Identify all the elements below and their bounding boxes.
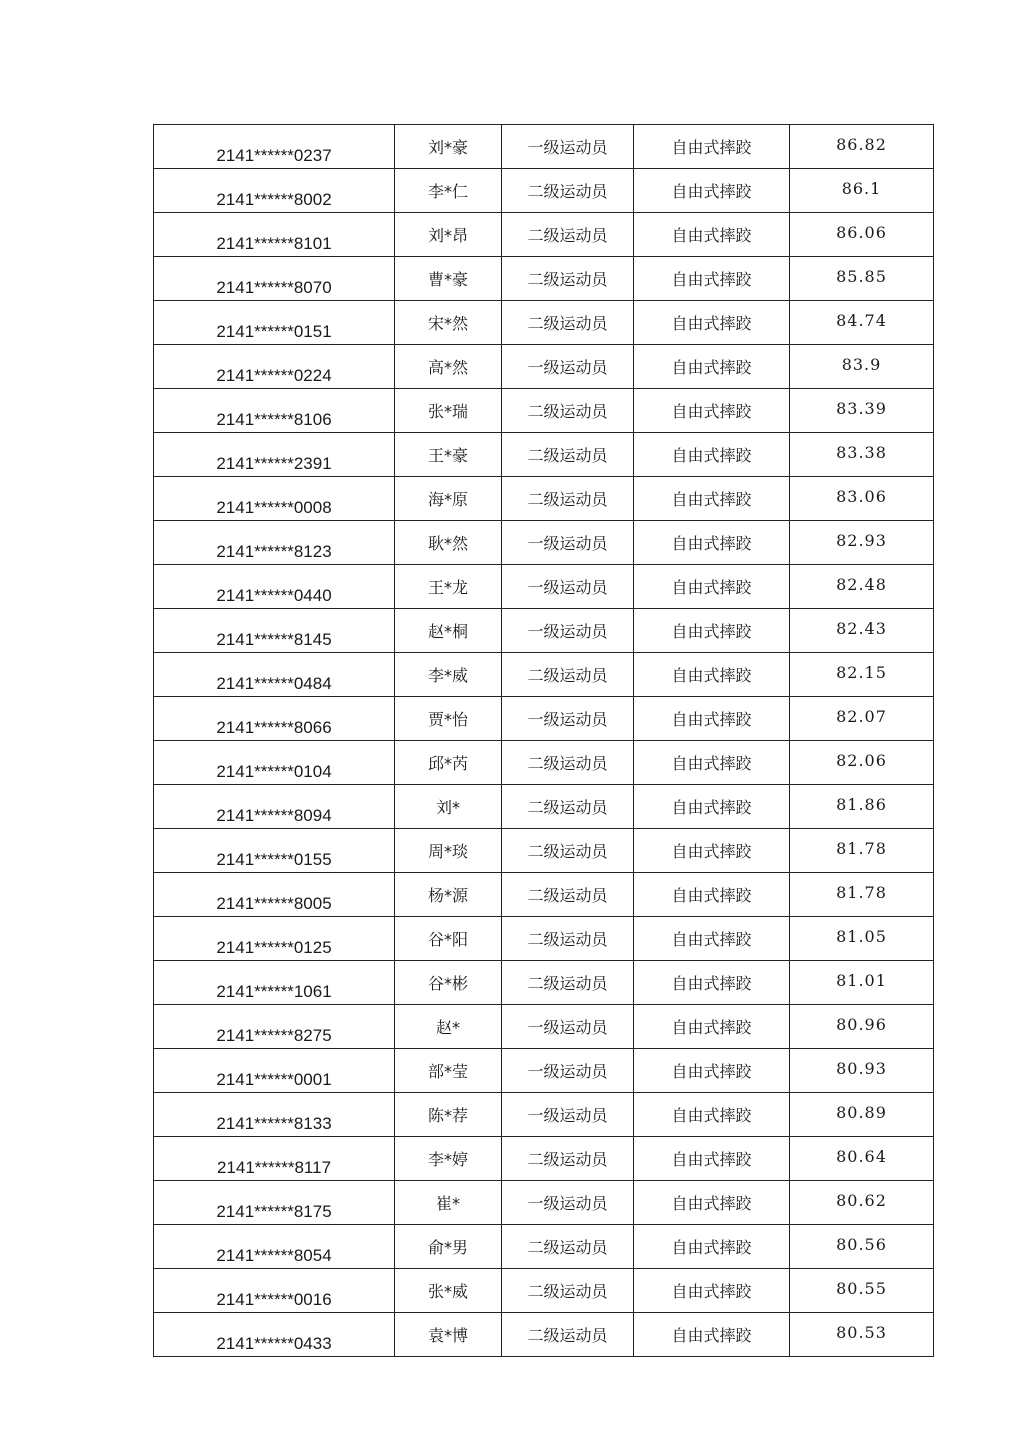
athlete-name-cell: 杨*源 <box>395 873 502 917</box>
athlete-level-cell: 一级运动员 <box>502 697 634 741</box>
registration-id-cell: 2141******0016 <box>154 1269 395 1313</box>
score-cell: 82.48 <box>790 565 934 609</box>
table-row <box>154 213 934 257</box>
event-cell: 自由式摔跤 <box>634 741 790 785</box>
event-cell: 自由式摔跤 <box>634 697 790 741</box>
athlete-level-cell: 一级运动员 <box>502 565 634 609</box>
score-cell: 83.38 <box>790 433 934 477</box>
score-cell: 83.06 <box>790 477 934 521</box>
table-row <box>154 1269 934 1313</box>
table-row <box>154 433 934 477</box>
registration-id-cell: 2141******8002 <box>154 169 395 213</box>
event-cell: 自由式摔跤 <box>634 565 790 609</box>
event-cell: 自由式摔跤 <box>634 301 790 345</box>
athlete-name-cell: 部*莹 <box>395 1049 502 1093</box>
athlete-level-cell: 二级运动员 <box>502 169 634 213</box>
score-cell: 80.53 <box>790 1313 934 1357</box>
table-row <box>154 829 934 873</box>
athlete-name-cell: 谷*彬 <box>395 961 502 1005</box>
athlete-level-cell: 二级运动员 <box>502 257 634 301</box>
athlete-name-cell: 宋*然 <box>395 301 502 345</box>
score-cell: 80.62 <box>790 1181 934 1225</box>
athlete-level-cell: 二级运动员 <box>502 1269 634 1313</box>
athlete-level-cell: 二级运动员 <box>502 389 634 433</box>
athlete-level-cell: 二级运动员 <box>502 477 634 521</box>
athlete-name-cell: 李*仁 <box>395 169 502 213</box>
score-cell: 86.1 <box>790 169 934 213</box>
athlete-name-cell: 张*瑞 <box>395 389 502 433</box>
registration-id-cell: 2141******0001 <box>154 1049 395 1093</box>
score-cell: 84.74 <box>790 301 934 345</box>
table-row <box>154 1093 934 1137</box>
registration-id-cell: 2141******8175 <box>154 1181 395 1225</box>
table-row <box>154 1181 934 1225</box>
athlete-name-cell: 李*威 <box>395 653 502 697</box>
athlete-name-cell: 刘*豪 <box>395 125 502 169</box>
athlete-level-cell: 二级运动员 <box>502 433 634 477</box>
event-cell: 自由式摔跤 <box>634 389 790 433</box>
event-cell: 自由式摔跤 <box>634 1269 790 1313</box>
table-row <box>154 697 934 741</box>
score-cell: 86.82 <box>790 125 934 169</box>
table-row <box>154 961 934 1005</box>
athlete-name-cell: 高*然 <box>395 345 502 389</box>
table-row <box>154 1225 934 1269</box>
athlete-name-cell: 周*琰 <box>395 829 502 873</box>
table-row <box>154 521 934 565</box>
registration-id-cell: 2141******0484 <box>154 653 395 697</box>
table-row <box>154 653 934 697</box>
registration-id-cell: 2141******8070 <box>154 257 395 301</box>
athlete-level-cell: 二级运动员 <box>502 741 634 785</box>
registration-id-cell: 2141******8066 <box>154 697 395 741</box>
athlete-level-cell: 一级运动员 <box>502 521 634 565</box>
table-row <box>154 257 934 301</box>
table-row <box>154 389 934 433</box>
athlete-level-cell: 二级运动员 <box>502 785 634 829</box>
registration-id-cell: 2141******8054 <box>154 1225 395 1269</box>
registration-id-cell: 2141******8275 <box>154 1005 395 1049</box>
event-cell: 自由式摔跤 <box>634 1313 790 1357</box>
athlete-level-cell: 二级运动员 <box>502 301 634 345</box>
athlete-name-cell: 崔* <box>395 1181 502 1225</box>
score-cell: 82.15 <box>790 653 934 697</box>
event-cell: 自由式摔跤 <box>634 433 790 477</box>
registration-id-cell: 2141******8117 <box>154 1137 395 1181</box>
athlete-level-cell: 一级运动员 <box>502 125 634 169</box>
athlete-level-cell: 二级运动员 <box>502 961 634 1005</box>
score-cell: 80.64 <box>790 1137 934 1181</box>
score-cell: 82.07 <box>790 697 934 741</box>
table-row <box>154 917 934 961</box>
table-row <box>154 873 934 917</box>
athlete-level-cell: 二级运动员 <box>502 829 634 873</box>
score-cell: 81.01 <box>790 961 934 1005</box>
table-row <box>154 125 934 169</box>
athlete-name-cell: 贾*怡 <box>395 697 502 741</box>
athlete-level-cell: 二级运动员 <box>502 1225 634 1269</box>
event-cell: 自由式摔跤 <box>634 653 790 697</box>
table-row <box>154 169 934 213</box>
athlete-name-cell: 赵*桐 <box>395 609 502 653</box>
score-cell: 81.05 <box>790 917 934 961</box>
registration-id-cell: 2141******8145 <box>154 609 395 653</box>
table-row <box>154 1049 934 1093</box>
athlete-level-cell: 二级运动员 <box>502 653 634 697</box>
athlete-name-cell: 王*龙 <box>395 565 502 609</box>
event-cell: 自由式摔跤 <box>634 213 790 257</box>
registration-id-cell: 2141******0237 <box>154 125 395 169</box>
athlete-name-cell: 俞*男 <box>395 1225 502 1269</box>
event-cell: 自由式摔跤 <box>634 169 790 213</box>
athlete-name-cell: 袁*博 <box>395 1313 502 1357</box>
registration-id-cell: 2141******0224 <box>154 345 395 389</box>
athlete-name-cell: 李*婷 <box>395 1137 502 1181</box>
event-cell: 自由式摔跤 <box>634 521 790 565</box>
registration-id-cell: 2141******8133 <box>154 1093 395 1137</box>
table-row <box>154 477 934 521</box>
athlete-name-cell: 邱*芮 <box>395 741 502 785</box>
athlete-name-cell: 王*豪 <box>395 433 502 477</box>
score-cell: 80.93 <box>790 1049 934 1093</box>
event-cell: 自由式摔跤 <box>634 1049 790 1093</box>
athlete-name-cell: 陈*荐 <box>395 1093 502 1137</box>
athlete-level-cell: 一级运动员 <box>502 1181 634 1225</box>
event-cell: 自由式摔跤 <box>634 785 790 829</box>
athlete-name-cell: 海*原 <box>395 477 502 521</box>
athlete-name-cell: 曹*豪 <box>395 257 502 301</box>
athlete-level-cell: 二级运动员 <box>502 873 634 917</box>
athlete-name-cell: 耿*然 <box>395 521 502 565</box>
event-cell: 自由式摔跤 <box>634 345 790 389</box>
registration-id-cell: 2141******8101 <box>154 213 395 257</box>
table-row <box>154 741 934 785</box>
athlete-name-cell: 谷*阳 <box>395 917 502 961</box>
table-row <box>154 1005 934 1049</box>
athlete-level-cell: 二级运动员 <box>502 1313 634 1357</box>
athlete-level-cell: 二级运动员 <box>502 213 634 257</box>
event-cell: 自由式摔跤 <box>634 1225 790 1269</box>
score-cell: 80.55 <box>790 1269 934 1313</box>
athlete-level-cell: 一级运动员 <box>502 609 634 653</box>
event-cell: 自由式摔跤 <box>634 873 790 917</box>
athlete-name-cell: 赵* <box>395 1005 502 1049</box>
registration-id-cell: 2141******8005 <box>154 873 395 917</box>
table-row <box>154 345 934 389</box>
event-cell: 自由式摔跤 <box>634 1137 790 1181</box>
event-cell: 自由式摔跤 <box>634 1093 790 1137</box>
score-cell: 83.39 <box>790 389 934 433</box>
table-row <box>154 301 934 345</box>
athlete-name-cell: 刘* <box>395 785 502 829</box>
event-cell: 自由式摔跤 <box>634 609 790 653</box>
registration-id-cell: 2141******8094 <box>154 785 395 829</box>
registration-id-cell: 2141******2391 <box>154 433 395 477</box>
event-cell: 自由式摔跤 <box>634 477 790 521</box>
registration-id-cell: 2141******0125 <box>154 917 395 961</box>
score-cell: 81.78 <box>790 829 934 873</box>
registration-id-cell: 2141******0104 <box>154 741 395 785</box>
registration-id-cell: 2141******0155 <box>154 829 395 873</box>
athlete-score-table <box>153 124 934 1357</box>
event-cell: 自由式摔跤 <box>634 829 790 873</box>
registration-id-cell: 2141******0008 <box>154 477 395 521</box>
event-cell: 自由式摔跤 <box>634 961 790 1005</box>
event-cell: 自由式摔跤 <box>634 125 790 169</box>
registration-id-cell: 2141******1061 <box>154 961 395 1005</box>
athlete-level-cell: 一级运动员 <box>502 1093 634 1137</box>
registration-id-cell: 2141******8123 <box>154 521 395 565</box>
score-cell: 80.89 <box>790 1093 934 1137</box>
score-cell: 80.56 <box>790 1225 934 1269</box>
table-body <box>154 125 934 1357</box>
score-cell: 86.06 <box>790 213 934 257</box>
score-cell: 81.86 <box>790 785 934 829</box>
score-cell: 82.93 <box>790 521 934 565</box>
event-cell: 自由式摔跤 <box>634 1181 790 1225</box>
table-row <box>154 1313 934 1357</box>
score-cell: 82.06 <box>790 741 934 785</box>
event-cell: 自由式摔跤 <box>634 1005 790 1049</box>
registration-id-cell: 2141******8106 <box>154 389 395 433</box>
table-row <box>154 609 934 653</box>
athlete-level-cell: 一级运动员 <box>502 345 634 389</box>
score-cell: 83.9 <box>790 345 934 389</box>
athlete-level-cell: 二级运动员 <box>502 1137 634 1181</box>
table-row <box>154 565 934 609</box>
table-row <box>154 785 934 829</box>
event-cell: 自由式摔跤 <box>634 917 790 961</box>
athlete-name-cell: 刘*昂 <box>395 213 502 257</box>
registration-id-cell: 2141******0433 <box>154 1313 395 1357</box>
score-cell: 80.96 <box>790 1005 934 1049</box>
athlete-level-cell: 一级运动员 <box>502 1005 634 1049</box>
registration-id-cell: 2141******0151 <box>154 301 395 345</box>
score-cell: 82.43 <box>790 609 934 653</box>
table-row <box>154 1137 934 1181</box>
registration-id-cell: 2141******0440 <box>154 565 395 609</box>
athlete-name-cell: 张*威 <box>395 1269 502 1313</box>
score-cell: 85.85 <box>790 257 934 301</box>
event-cell: 自由式摔跤 <box>634 257 790 301</box>
athlete-level-cell: 二级运动员 <box>502 917 634 961</box>
athlete-level-cell: 一级运动员 <box>502 1049 634 1093</box>
score-cell: 81.78 <box>790 873 934 917</box>
